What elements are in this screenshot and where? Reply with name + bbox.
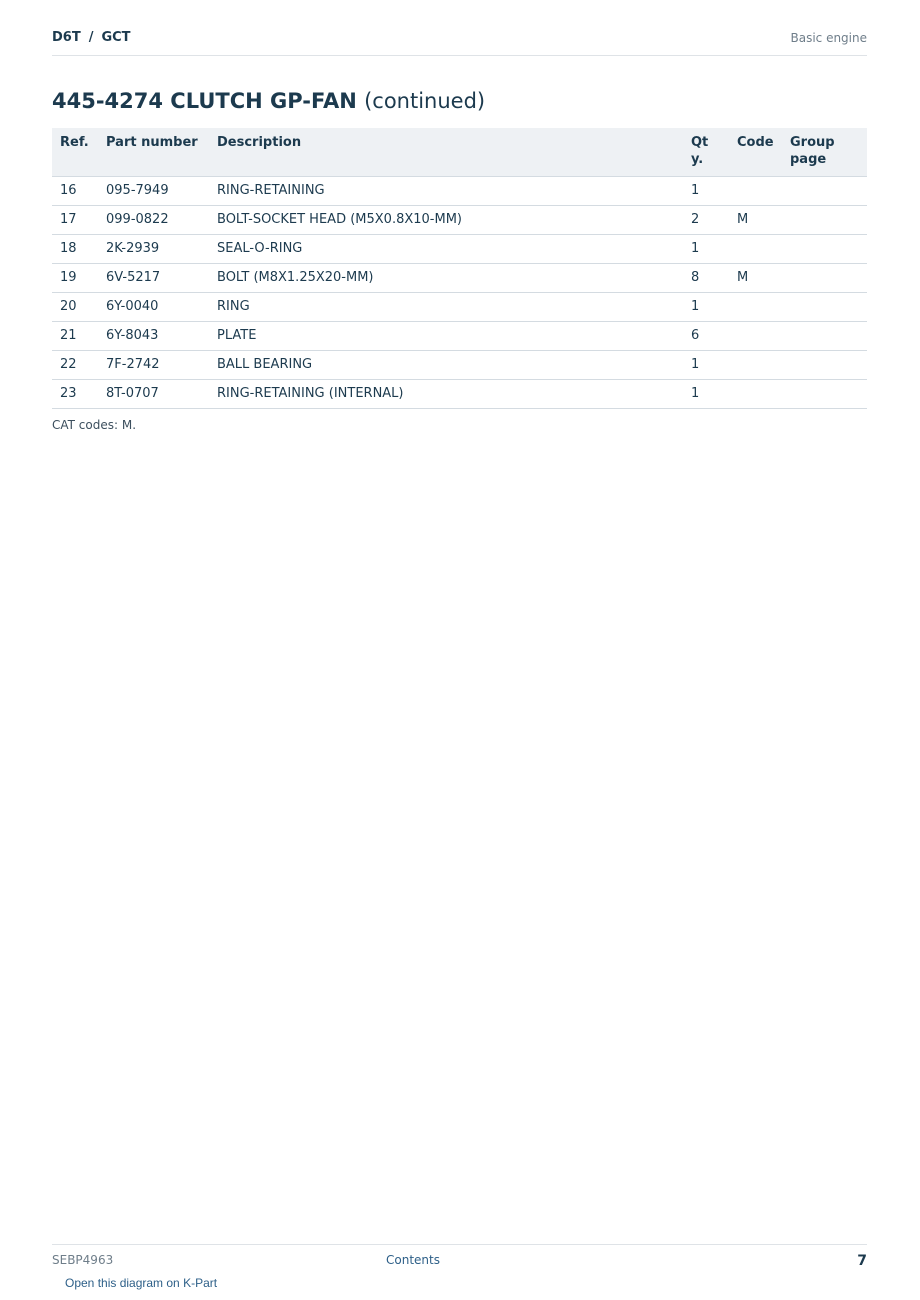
table-row: [52, 206, 867, 235]
cell-code: [729, 351, 782, 380]
contents-link[interactable]: Contents: [386, 1253, 440, 1267]
cell-qty: 1: [683, 177, 729, 206]
cell-qty: 8: [683, 264, 729, 293]
breadcrumb-model: D6T: [52, 30, 81, 45]
cell-ref: 17: [52, 206, 98, 235]
breadcrumb-separator: /: [88, 30, 94, 45]
cell-ref: 23: [52, 380, 98, 409]
column-header-qty: Qty.: [691, 135, 709, 167]
breadcrumb: [52, 30, 131, 45]
cell-code: M: [729, 264, 782, 293]
cell-part-number: 7F-2742: [98, 351, 209, 380]
cell-group-page: [782, 177, 867, 206]
column-header-description: Description: [209, 128, 683, 177]
cell-ref: 22: [52, 351, 98, 380]
cell-part-number: 8T-0707: [98, 380, 209, 409]
cell-ref: 19: [52, 264, 98, 293]
parts-table-body: [52, 177, 867, 409]
cell-code: [729, 293, 782, 322]
table-row: [52, 177, 867, 206]
parts-table-header: [52, 128, 867, 177]
cell-qty: 2: [683, 206, 729, 235]
cell-description: BALL BEARING: [209, 351, 683, 380]
table-row: [52, 293, 867, 322]
column-header-qty-cell: [683, 128, 729, 177]
column-header-group-page: Group page: [782, 128, 867, 177]
cell-description: BOLT (M8X1.25X20-MM): [209, 264, 683, 293]
cell-description: RING-RETAINING: [209, 177, 683, 206]
cell-part-number: 6V-5217: [98, 264, 209, 293]
cell-description: PLATE: [209, 322, 683, 351]
cell-ref: 20: [52, 293, 98, 322]
page-header: [52, 28, 867, 56]
table-row: [52, 264, 867, 293]
cell-code: [729, 380, 782, 409]
cell-ref: 16: [52, 177, 98, 206]
breadcrumb-variant: GCT: [101, 30, 131, 45]
cell-description: RING: [209, 293, 683, 322]
cell-group-page: [782, 351, 867, 380]
page-title-suffix: (continued): [364, 89, 486, 113]
open-diagram-kpart-link[interactable]: Open this diagram on K-Part: [65, 1276, 218, 1290]
parts-table-header-row: [52, 128, 867, 177]
column-header-ref: Ref.: [52, 128, 98, 177]
cell-part-number: 2K-2939: [98, 235, 209, 264]
cell-description: SEAL-O-RING: [209, 235, 683, 264]
cell-part-number: 099-0822: [98, 206, 209, 235]
cell-part-number: 6Y-8043: [98, 322, 209, 351]
cell-part-number: 6Y-0040: [98, 293, 209, 322]
table-row: [52, 322, 867, 351]
table-row: [52, 380, 867, 409]
cell-ref: 18: [52, 235, 98, 264]
cell-group-page: [782, 235, 867, 264]
cell-code: [729, 322, 782, 351]
page-footer: [52, 1244, 867, 1269]
page-title: [52, 89, 485, 113]
cell-description: BOLT-SOCKET HEAD (M5X0.8X10-MM): [209, 206, 683, 235]
page-number: 7: [857, 1253, 867, 1269]
parts-table: [52, 128, 867, 409]
table-row: [52, 351, 867, 380]
cell-description: RING-RETAINING (INTERNAL): [209, 380, 683, 409]
column-header-code: Code: [729, 128, 782, 177]
table-row: [52, 235, 867, 264]
cell-group-page: [782, 293, 867, 322]
section-name: Basic engine: [790, 31, 867, 45]
cell-code: [729, 177, 782, 206]
cell-qty: 1: [683, 351, 729, 380]
cat-codes-note: CAT codes: M.: [52, 418, 137, 432]
cell-code: [729, 235, 782, 264]
cell-qty: 1: [683, 380, 729, 409]
cell-qty: 1: [683, 235, 729, 264]
cell-group-page: [782, 206, 867, 235]
cell-qty: 1: [683, 293, 729, 322]
column-header-part-number: Part number: [98, 128, 209, 177]
cell-code: M: [729, 206, 782, 235]
cell-group-page: [782, 264, 867, 293]
page-title-main: 445-4274 CLUTCH GP-FAN: [52, 89, 357, 113]
cell-group-page: [782, 322, 867, 351]
cell-group-page: [782, 380, 867, 409]
cell-ref: 21: [52, 322, 98, 351]
document-id: SEBP4963: [52, 1253, 114, 1267]
cell-qty: 6: [683, 322, 729, 351]
cell-part-number: 095-7949: [98, 177, 209, 206]
